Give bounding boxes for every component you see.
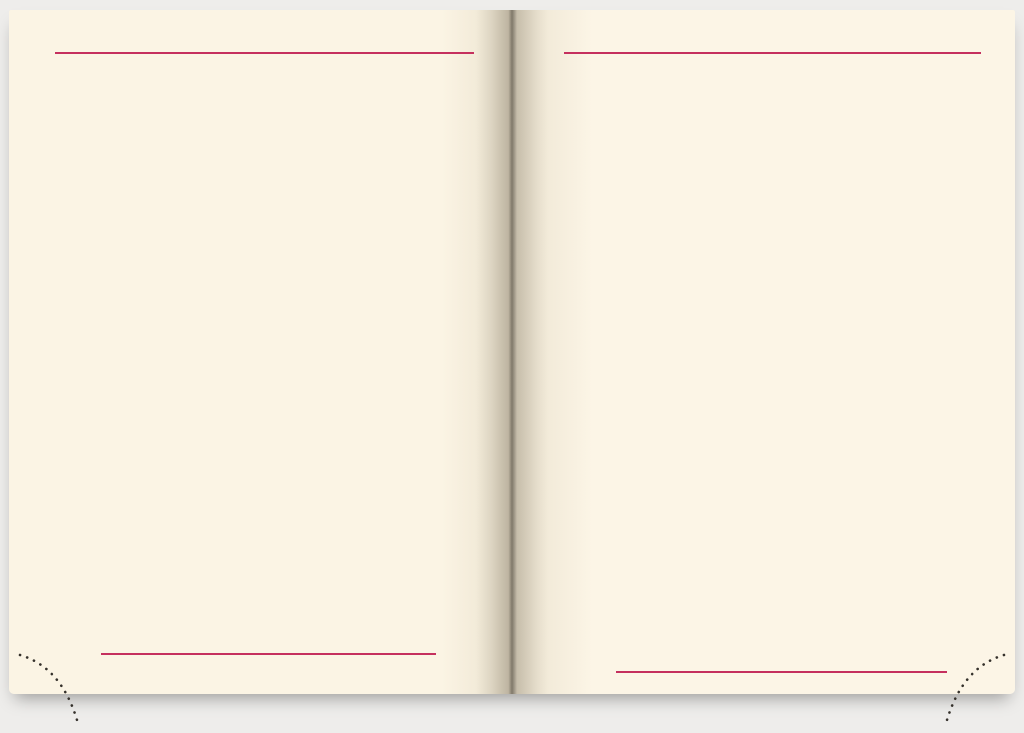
accent-rule [55,52,474,54]
planner-book [9,10,1015,694]
footer-notes [101,644,436,655]
accent-rule [564,52,981,54]
page-right [512,10,1015,694]
working-hours-table-wrap [616,666,947,673]
page-left [9,10,512,694]
